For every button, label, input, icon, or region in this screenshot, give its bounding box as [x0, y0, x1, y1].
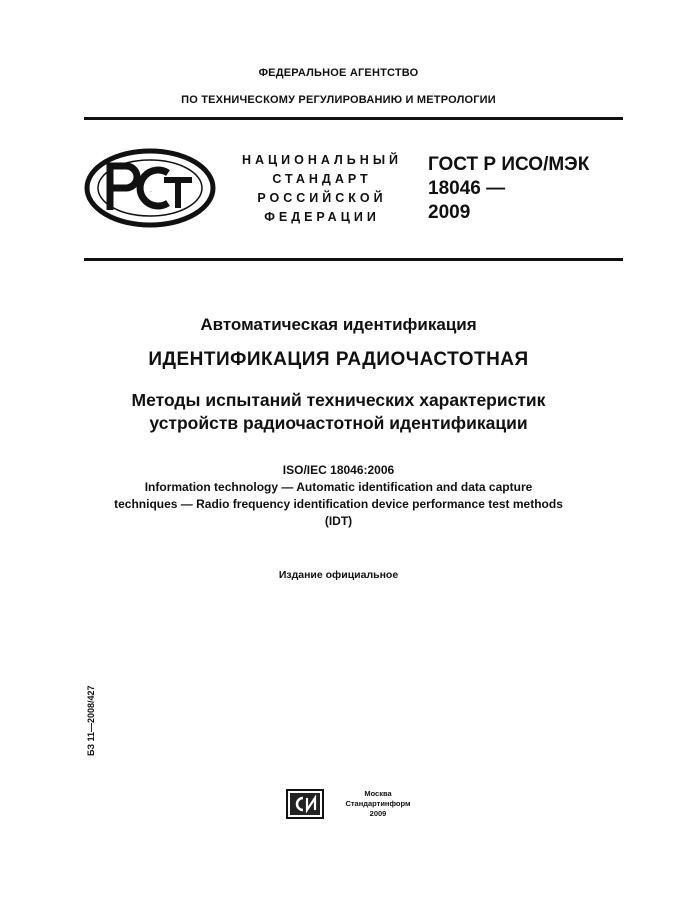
publisher-logo	[286, 789, 324, 824]
standard-label-line4: ФЕДЕРАЦИИ	[264, 210, 380, 224]
standard-label-line3: РОССИЙСКОЙ	[257, 191, 387, 205]
edition-label: Издание официальное	[278, 569, 399, 581]
iso-reference: ISO/IEC 18046:2006	[282, 463, 395, 477]
agency-name-line2: ПО ТЕХНИЧЕСКОМУ РЕГУЛИРОВАНИЮ И МЕТРОЛОГИИ	[181, 94, 496, 106]
standard-label-line2: СТАНДАРТ	[272, 172, 372, 186]
agency-name-line1: ФЕДЕРАЛЬНОЕ АГЕНТСТВО	[258, 67, 419, 79]
logo-text: РСТ	[150, 192, 152, 193]
designation-line3: 2009	[428, 202, 471, 223]
title-line1: Автоматическая идентификация	[200, 315, 477, 334]
title-line3b: устройств радиочастотной идентификации	[149, 413, 528, 433]
designation-line1: ГОСТ Р ИСО/МЭК	[428, 154, 590, 175]
rst-logo	[84, 148, 216, 233]
iso-title-line1: Information technology — Automatic identification and data capture	[144, 480, 533, 494]
designation-line2: 18046 —	[428, 178, 506, 199]
title-line2: ИДЕНТИФИКАЦИЯ РАДИОЧАСТОТНАЯ	[148, 349, 529, 370]
standard-label	[232, 151, 412, 227]
publisher-city: Москва	[364, 789, 392, 798]
publisher-year: 2009	[369, 809, 387, 818]
standard-label-line1: НАЦИОНАЛЬНЫЙ	[241, 153, 403, 167]
publisher-name: Стандартинформ	[345, 799, 411, 808]
bottom-divider	[84, 258, 623, 261]
publisher-info	[330, 789, 426, 819]
iso-title-line3: (IDT)	[324, 514, 353, 528]
standard-designation	[428, 153, 589, 225]
top-divider	[84, 117, 623, 120]
side-code: БЗ 11—2008/427	[86, 685, 96, 756]
publisher-logo-text: СИ	[286, 789, 288, 790]
iso-title-line2: techniques — Radio frequency identification device performance test methods	[114, 497, 563, 511]
title-line3a: Методы испытаний технических характеристик	[131, 390, 546, 410]
